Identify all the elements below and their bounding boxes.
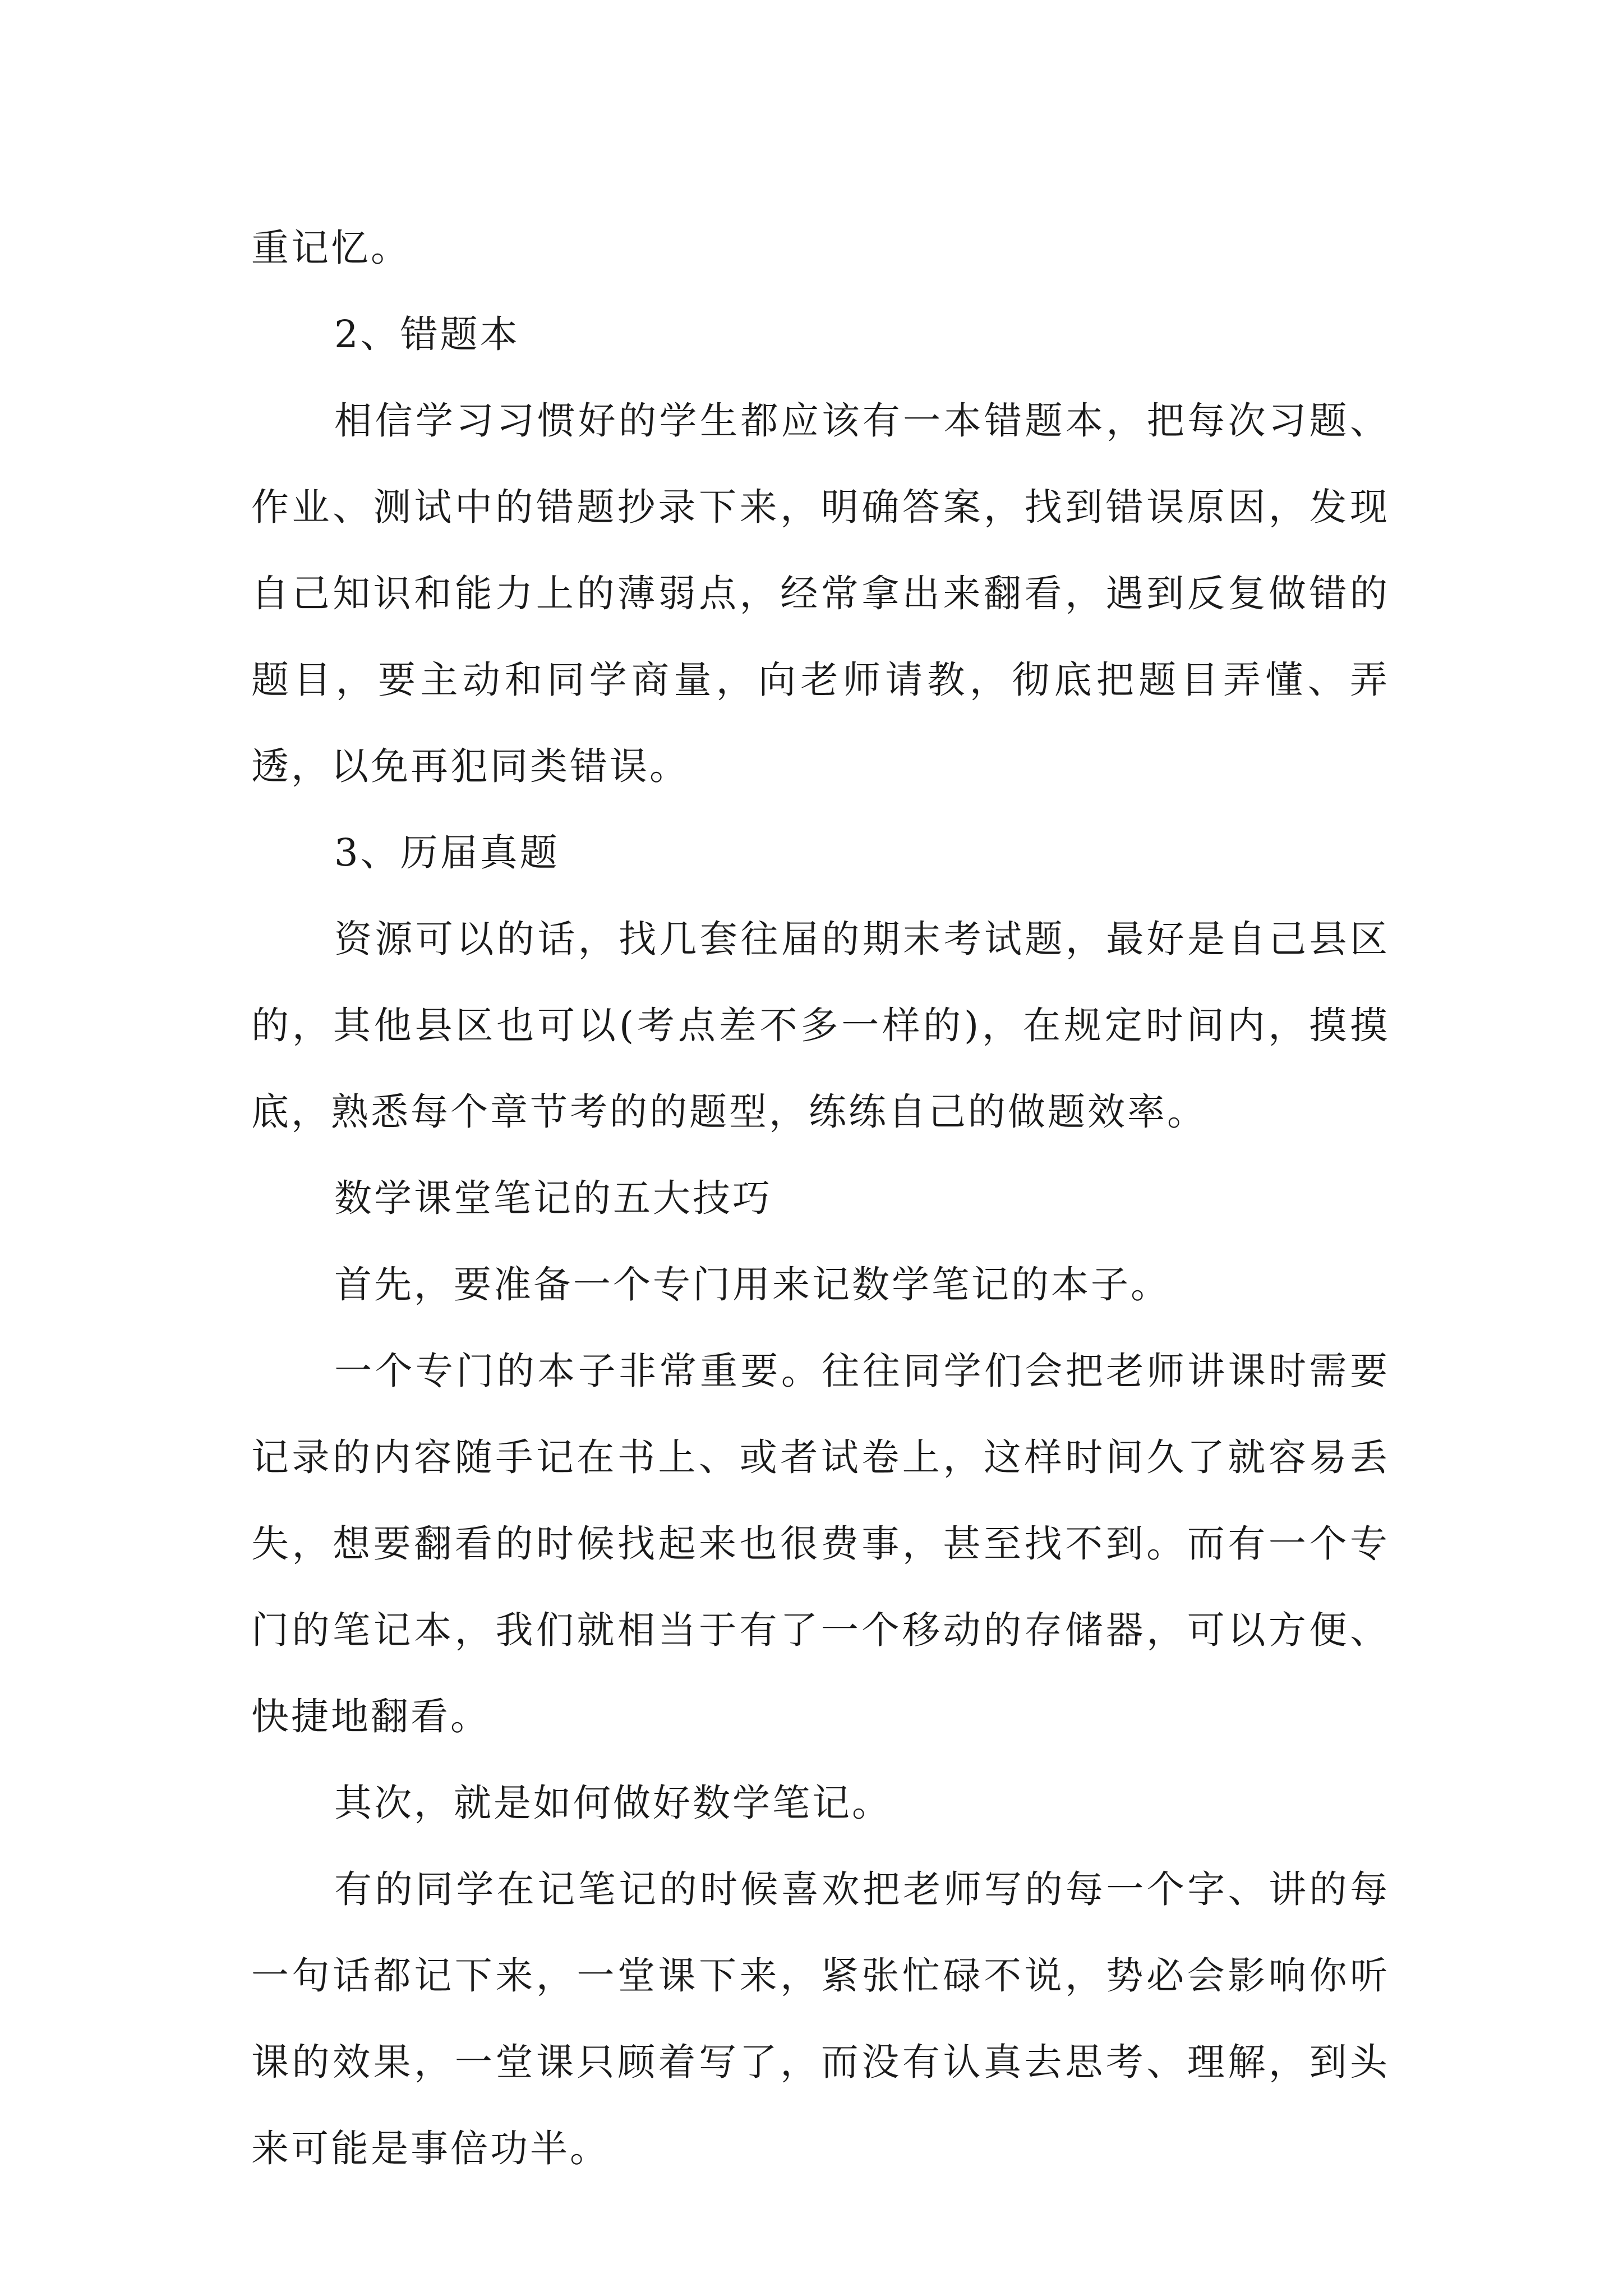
heading-note-tips: 数学课堂笔记的五大技巧 [334,1176,772,1220]
paragraph-past-exams: 资源可以的话，找几套往届的期末考试题，最好是自己县区的，其他县区也可以(考点差不多一样的)，在规定时间内，摸摸底，熟悉每个章节考的的题型，练练自己的做题效率。 [251,917,1390,1134]
document-body [251,205,1390,2192]
paragraph-continuation: 重记忆。 [251,226,411,270]
heading-mistake-notebook: 2、错题本 [334,312,520,356]
paragraph-note-taking: 有的同学在记笔记的时候喜欢把老师写的每一个字、讲的每一句话都记下来，一堂课下来，紧张忙碌不说，势必会影响你听课的效果，一堂课只顾着写了，而没有认真去思考、理解，到头来可能是事倍功半。 [251,1867,1390,2170]
paragraph-dedicated-notebook: 一个专门的本子非常重要。往往同学们会把老师讲课时需要记录的内容随手记在书上、或者试卷上，这样时间久了就容易丢失，想要翻看的时候找起来也很费事，甚至找不到。而有一个专门的笔记本，我们就相当于有了一个移动的存储器，可以方便、快捷地翻看。 [251,1349,1390,1738]
paragraph-mistake-notebook: 相信学习习惯好的学生都应该有一本错题本，把每次习题、作业、测试中的错题抄录下来，明确答案，找到错误原因，发现自己知识和能力上的薄弱点，经常拿出来翻看，遇到反复做错的题目，要主动和同学商量，向老师请教，彻底把题目弄懂、弄透，以免再犯同类错误。 [251,399,1390,788]
paragraph-first-tip: 首先，要准备一个专门用来记数学笔记的本子。 [334,1263,1170,1306]
heading-past-exams: 3、历届真题 [334,831,560,875]
paragraph-second-tip: 其次，就是如何做好数学笔记。 [334,1781,892,1825]
